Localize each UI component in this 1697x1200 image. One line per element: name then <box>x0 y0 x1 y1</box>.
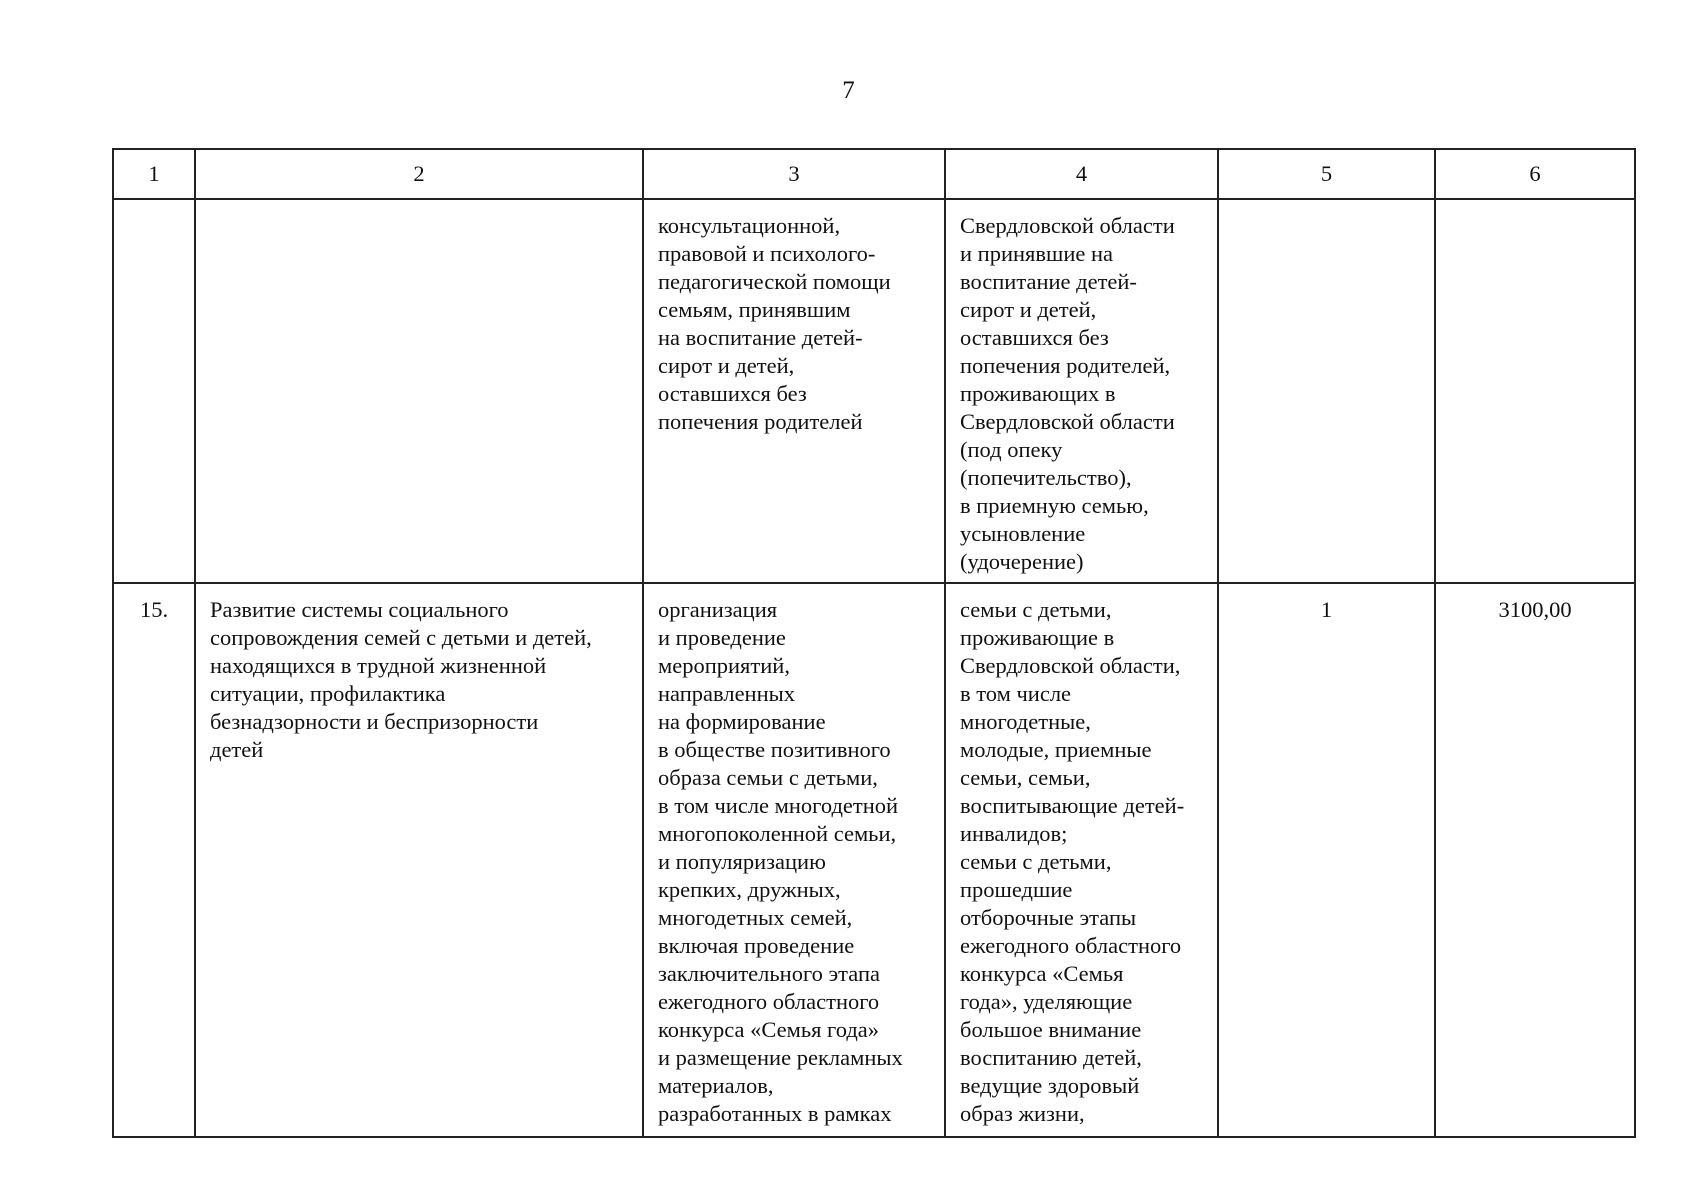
column-header-2: 2 <box>195 149 643 199</box>
table-header-row <box>113 149 1635 199</box>
table-row <box>113 199 1635 583</box>
table-row <box>113 583 1635 1137</box>
column-header-5: 5 <box>1218 149 1435 199</box>
activity-description-cell: организация и проведение мероприятий, направленных на формирование в обществе позитивного образа семьи с детьми, в том числе многодетной многопоколенной семьи, и популяризацию крепких, дружных, многодетных семей, включая проведение заключительного этапа ежегодного областного конкурса «Семья года» и размещение рекламных материалов, разработанных в рамках <box>643 583 945 1137</box>
count-cell: 1 <box>1218 583 1435 1137</box>
row-number-cell: 15. <box>113 583 195 1137</box>
target-group-cell: семьи с детьми, проживающие в Свердловской области, в том числе многодетные, молодые, приемные семьи, семьи, воспитывающие детей- инвалидов; семьи с детьми, прошедшие отборочные этапы ежегодного областного конкурса «Семья года», уделяющие большое внимание воспитанию детей, ведущие здоровый образ жизни, <box>945 583 1218 1137</box>
column-header-4: 4 <box>945 149 1218 199</box>
amount-cell <box>1435 199 1635 583</box>
program-table <box>112 148 1636 1138</box>
column-header-6: 6 <box>1435 149 1635 199</box>
row-number-cell <box>113 199 195 583</box>
column-header-3: 3 <box>643 149 945 199</box>
amount-cell: 3100,00 <box>1435 583 1635 1137</box>
count-cell <box>1218 199 1435 583</box>
page-number: 7 <box>842 77 855 104</box>
activity-name-cell <box>195 199 643 583</box>
activity-name-cell: Развитие системы социального сопровождения семей с детьми и детей, находящихся в трудной жизненной ситуации, профилактика безнадзорности и беспризорности детей <box>195 583 643 1137</box>
column-header-1: 1 <box>113 149 195 199</box>
activity-description-cell: консультационной, правовой и психолого- педагогической помощи семьям, принявшим на воспитание детей- сирот и детей, оставшихся без попечения родителей <box>643 199 945 583</box>
target-group-cell: Свердловской области и принявшие на воспитание детей- сирот и детей, оставшихся без попечения родителей, проживающих в Свердловской области (под опеку (попечительство), в приемную семью, усыновление (удочерение) <box>945 199 1218 583</box>
